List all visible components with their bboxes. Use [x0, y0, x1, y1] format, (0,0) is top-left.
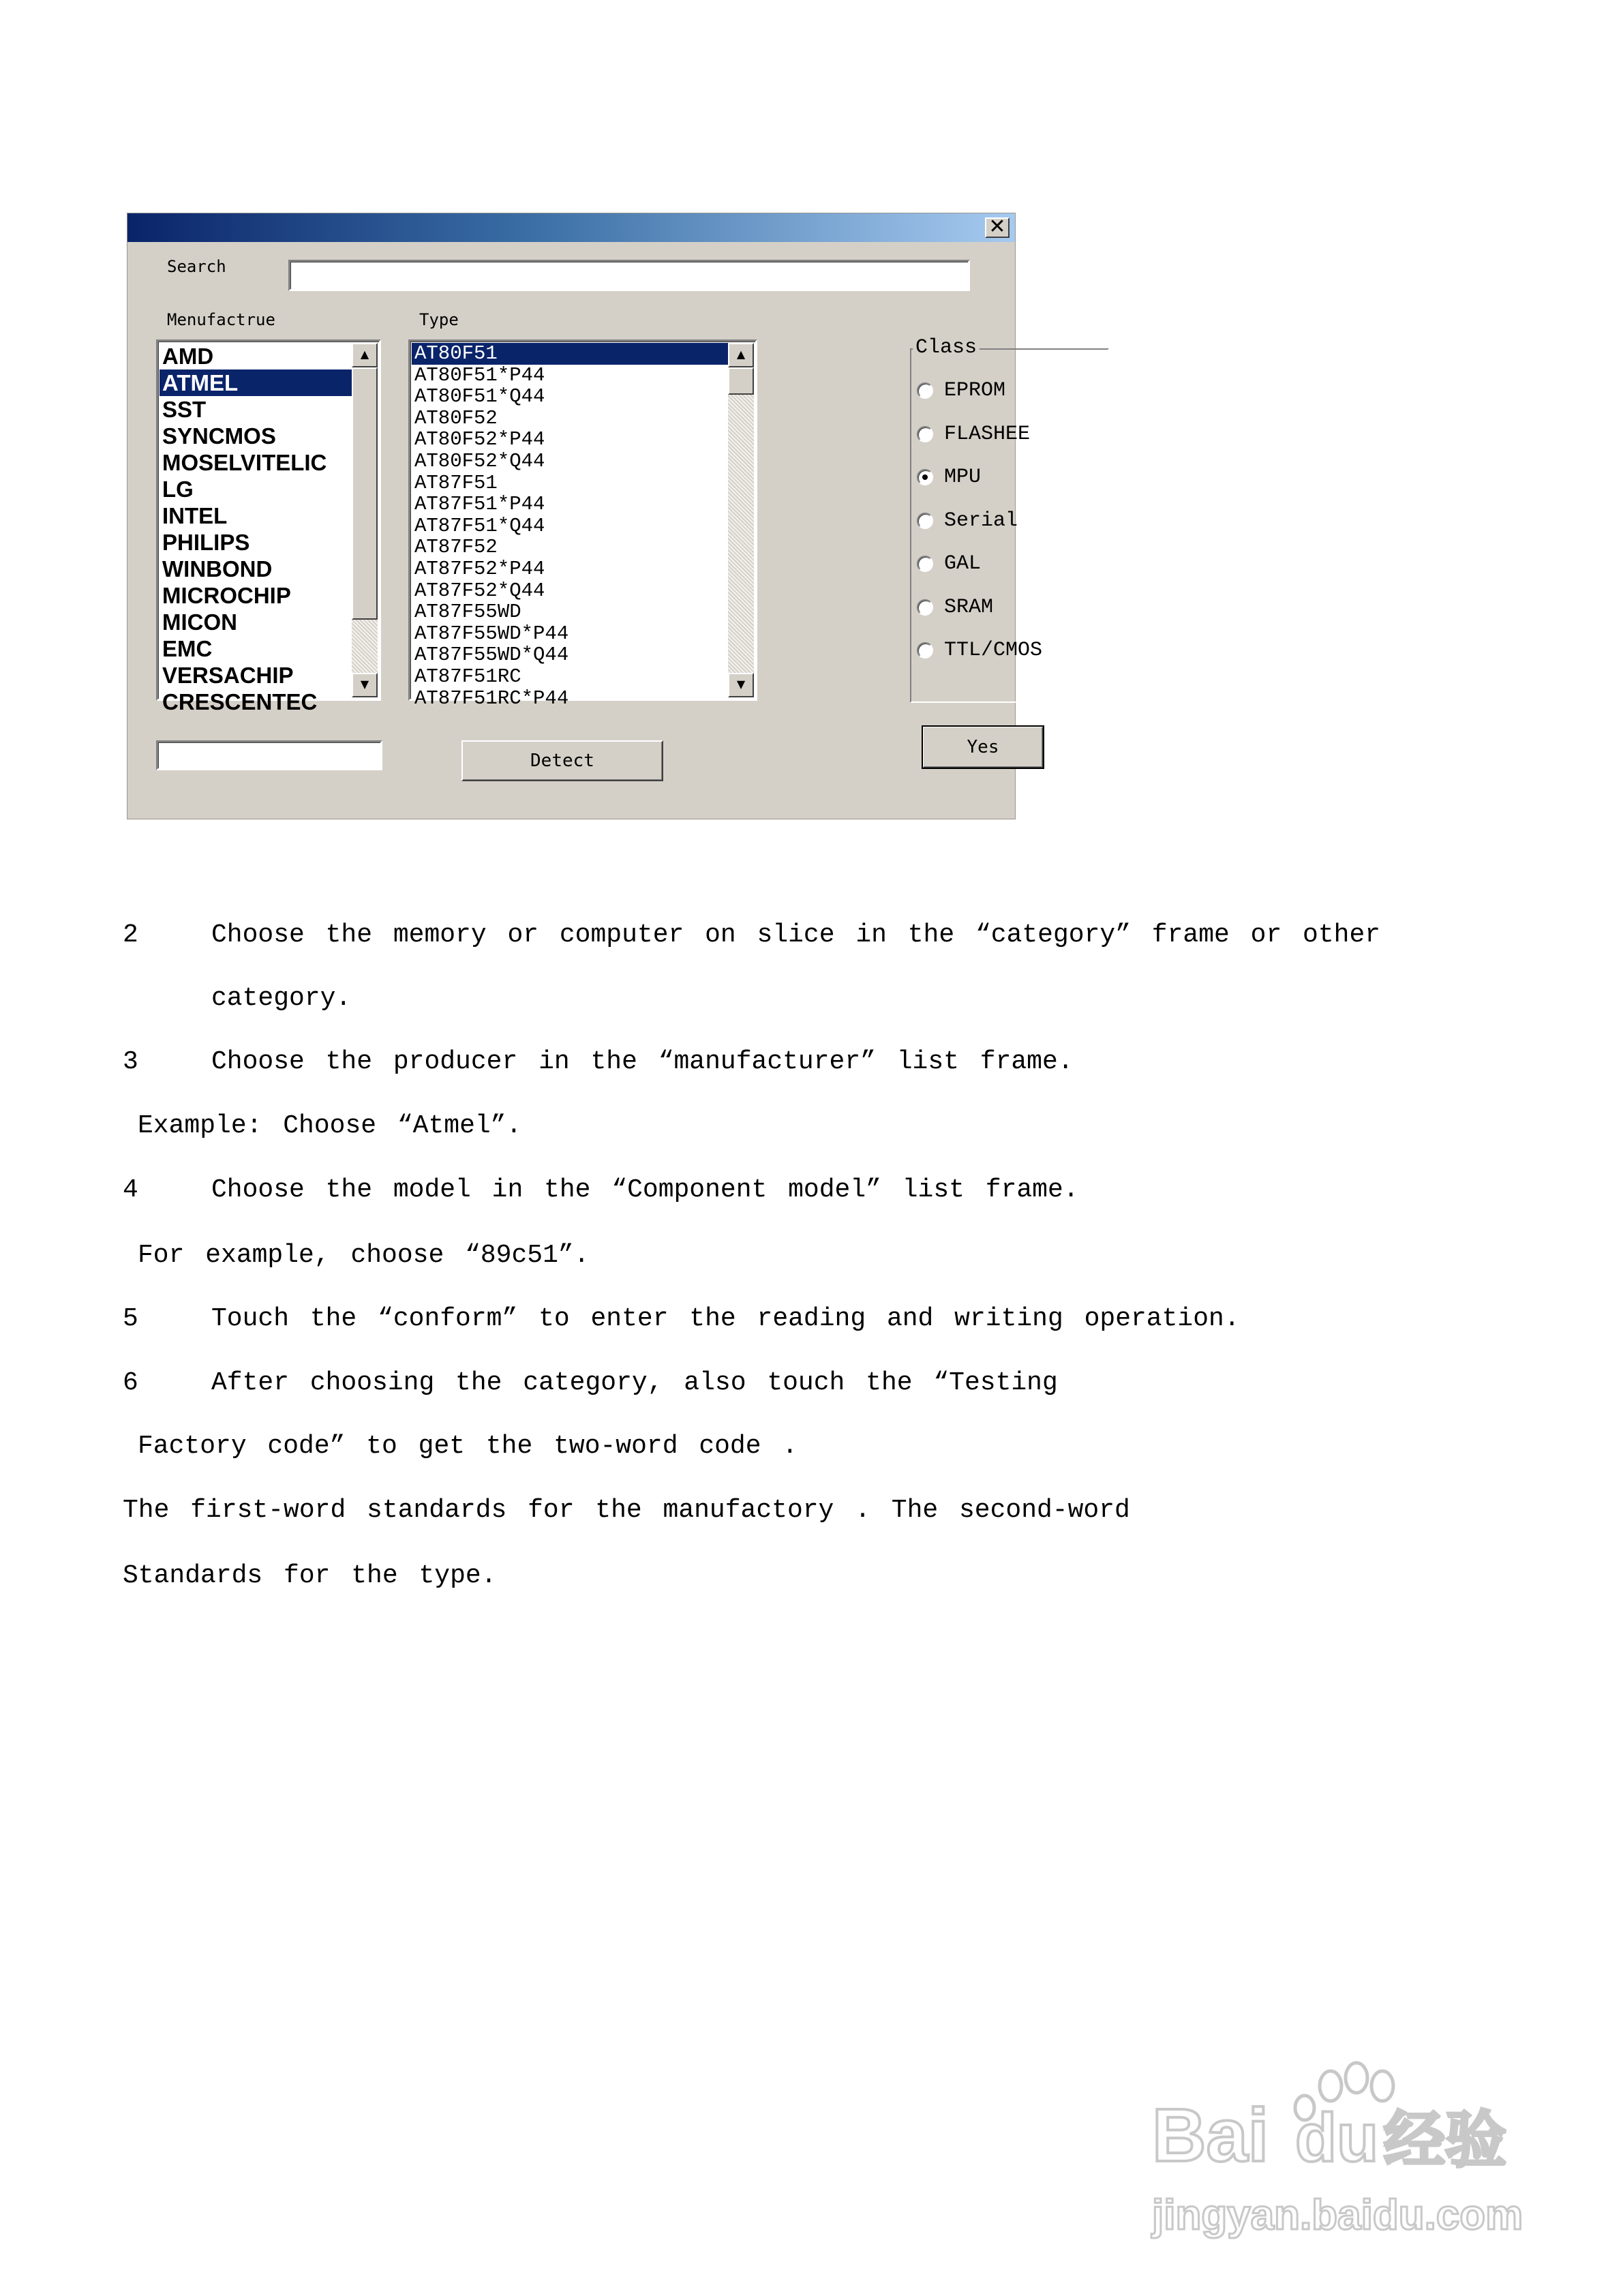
- radio-label: TTL/CMOS: [944, 639, 1043, 662]
- type-list-item[interactable]: AT87F52*P44: [414, 557, 545, 580]
- manufacturer-list-item[interactable]: SST: [162, 397, 207, 422]
- step-text: Factory code” to get the two-word code .: [138, 1432, 798, 1461]
- type-list-item[interactable]: AT87F51RC: [414, 665, 521, 688]
- example-text: Example: Choose “Atmel”.: [138, 1111, 522, 1141]
- type-list-item[interactable]: AT87F51*P44: [414, 493, 545, 516]
- step-text: Choose the memory or computer on slice in the “category” frame or other: [211, 920, 1381, 950]
- radio-label: MPU: [944, 466, 982, 489]
- scroll-up-arrow-icon[interactable]: ▲: [728, 343, 754, 367]
- manufacturer-list-item[interactable]: VERSACHIP: [162, 663, 294, 688]
- yes-button[interactable]: Yes: [922, 726, 1044, 768]
- paw-logo-icon: [1152, 2059, 1561, 2263]
- step-number: 5: [123, 1304, 138, 1333]
- step-number: 4: [123, 1175, 138, 1205]
- scroll-down-arrow-icon[interactable]: ▼: [728, 673, 754, 697]
- type-list-item[interactable]: AT80F51: [412, 343, 728, 365]
- step-text: After choosing the category, also touch the “Testing: [211, 1368, 1058, 1398]
- detect-button[interactable]: Detect: [461, 740, 663, 781]
- radio-label: GAL: [944, 552, 982, 575]
- radio-label: Serial: [944, 509, 1018, 532]
- baidu-jingyan-watermark: [1152, 2059, 1561, 2263]
- radio-button-icon[interactable]: [917, 469, 933, 485]
- svg-text:jingyan.baidu.com: jingyan.baidu.com: [1152, 2192, 1523, 2239]
- type-list-item[interactable]: AT87F51: [414, 471, 498, 494]
- radio-button-icon[interactable]: [917, 599, 933, 616]
- step-text: Choose the producer in the “manufacturer” list frame.: [211, 1047, 1074, 1076]
- type-scrollbar[interactable]: [728, 343, 754, 697]
- radio-label: EPROM: [944, 379, 1006, 402]
- manufacturer-list-item[interactable]: EMC: [162, 636, 213, 661]
- type-label: Type: [419, 310, 459, 329]
- radio-button-icon[interactable]: [917, 513, 933, 529]
- manufacturer-list-item[interactable]: MOSELVITELIC: [162, 450, 327, 475]
- example-text: For example, choose “89c51”.: [138, 1241, 590, 1270]
- step-text: Choose the model in the “Component model” list frame.: [211, 1175, 1079, 1205]
- svg-text:经验: 经验: [1384, 2104, 1506, 2176]
- manufacturer-list-item[interactable]: MICROCHIP: [162, 583, 291, 608]
- type-list-item[interactable]: AT80F52: [414, 406, 498, 429]
- radio-label: FLASHEE: [944, 422, 1031, 446]
- manufacturer-list-item[interactable]: LG: [162, 477, 194, 502]
- component-select-dialog: [127, 213, 1043, 819]
- manufacturer-list[interactable]: [156, 339, 381, 714]
- type-list-item[interactable]: AT87F51*Q44: [414, 514, 545, 537]
- scroll-down-arrow-icon[interactable]: ▼: [352, 673, 378, 697]
- manufacturer-list-item[interactable]: ATMEL: [160, 369, 352, 396]
- note-text: Standards for the type.: [123, 1561, 497, 1590]
- class-radio-serial[interactable]: [917, 507, 1018, 534]
- class-radio-eprom[interactable]: [917, 377, 1005, 404]
- radio-button-icon[interactable]: [917, 556, 933, 572]
- manufacturer-list-item[interactable]: AMD: [162, 344, 214, 369]
- search-input[interactable]: [288, 260, 970, 291]
- title-bar[interactable]: [127, 213, 1015, 242]
- close-button[interactable]: ✕: [985, 217, 1010, 238]
- class-group-label: Class: [913, 336, 980, 359]
- radio-label: SRAM: [944, 595, 994, 619]
- type-list-item[interactable]: AT80F52*Q44: [414, 449, 545, 472]
- class-radio-sram[interactable]: [917, 594, 993, 621]
- scroll-thumb[interactable]: [352, 367, 378, 620]
- type-list-item[interactable]: AT87F55WD: [414, 601, 521, 624]
- manufacturer-list-item[interactable]: INTEL: [162, 503, 228, 528]
- type-list-item[interactable]: AT87F55WD*P44: [414, 622, 569, 645]
- manufacturer-list-item[interactable]: SYNCMOS: [162, 423, 276, 449]
- type-list-item[interactable]: AT80F51*P44: [414, 363, 545, 387]
- manufacturer-list-item[interactable]: CRESCENTEC: [162, 689, 318, 714]
- manufacturer-list-item[interactable]: WINBOND: [162, 556, 273, 581]
- manufacturer-list-item[interactable]: PHILIPS: [162, 530, 250, 555]
- manufacturer-list-item[interactable]: MICON: [162, 609, 237, 635]
- manufacturer-label: Menufactrue: [167, 310, 275, 329]
- code-input[interactable]: [156, 740, 382, 770]
- radio-button-icon[interactable]: [917, 642, 933, 659]
- svg-text:du: du: [1295, 2100, 1379, 2176]
- manufacturer-scrollbar[interactable]: [352, 343, 378, 697]
- search-label: Search: [167, 257, 226, 276]
- step-text: category.: [211, 984, 352, 1013]
- radio-button-icon[interactable]: [917, 426, 933, 442]
- type-list-item[interactable]: AT87F52: [414, 536, 498, 559]
- note-text: The first-word standards for the manufactory . The second-word: [123, 1496, 1130, 1525]
- step-number: 6: [123, 1368, 138, 1398]
- scroll-up-arrow-icon[interactable]: ▲: [352, 343, 378, 367]
- radio-button-icon[interactable]: [917, 382, 933, 399]
- scroll-thumb[interactable]: [728, 367, 754, 395]
- type-list-item[interactable]: AT80F51*Q44: [414, 385, 545, 408]
- type-list-item[interactable]: AT87F55WD*Q44: [414, 644, 569, 667]
- class-radio-ttl-cmos[interactable]: [917, 637, 1042, 664]
- type-list[interactable]: [408, 339, 757, 710]
- type-list-item[interactable]: AT87F52*Q44: [414, 579, 545, 602]
- class-radio-mpu[interactable]: [917, 464, 981, 491]
- step-number: 2: [123, 920, 138, 950]
- svg-text:Bai: Bai: [1152, 2094, 1269, 2177]
- type-list-item[interactable]: AT87F51RC*P44: [414, 686, 569, 710]
- step-number: 3: [123, 1047, 138, 1076]
- type-list-item[interactable]: AT80F52*P44: [414, 428, 545, 451]
- class-radio-flashee[interactable]: [917, 421, 1030, 448]
- class-radio-gal[interactable]: [917, 550, 981, 577]
- step-text: Touch the “conform” to enter the reading and writing operation.: [211, 1304, 1240, 1333]
